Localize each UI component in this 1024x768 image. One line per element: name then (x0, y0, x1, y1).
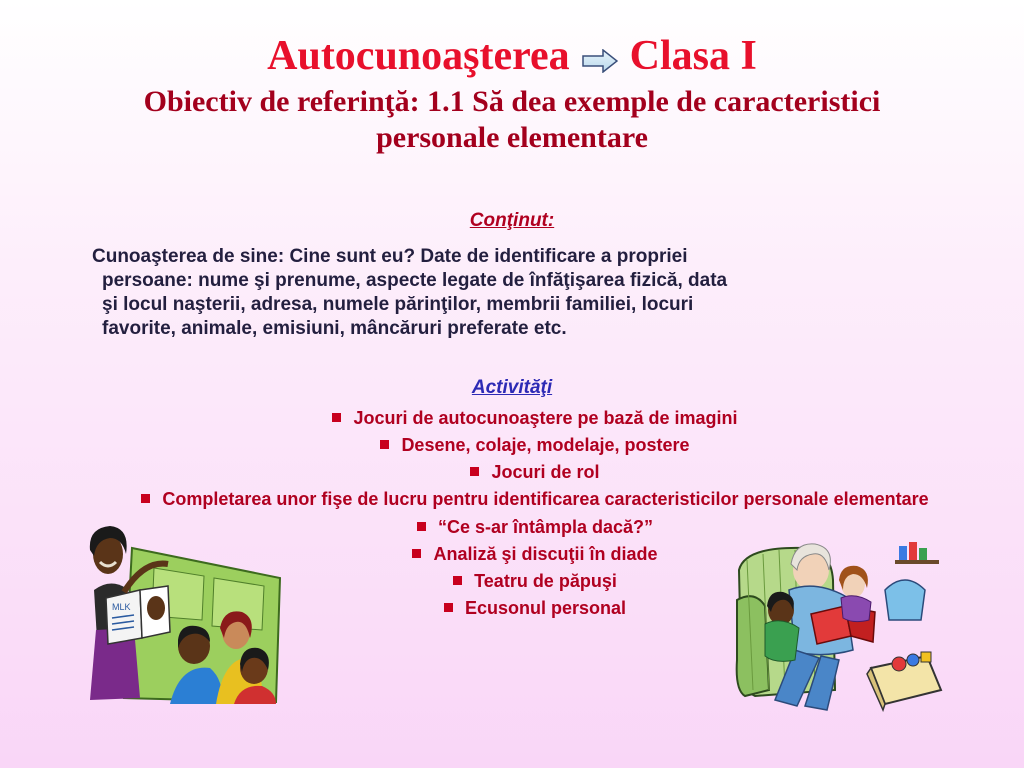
subtitle-line-1: Obiectiv de referinţă: 1.1 Să dea exemple de caracteristici (143, 85, 881, 118)
square-bullet-icon (332, 413, 341, 422)
content-paragraph (92, 245, 972, 341)
grandmother-reading-clipart (735, 540, 945, 717)
book-label: MLK (112, 602, 131, 612)
list-item: Jocuri de rol (110, 462, 960, 482)
list-item: Completarea unor fişe de lucru pentru identificarea caracteristicilor personale elementare (110, 489, 960, 510)
square-bullet-icon (412, 549, 421, 558)
subtitle-line-2: personale elementare (376, 121, 648, 154)
square-bullet-icon (380, 440, 389, 449)
list-item: Ecusonul personal (110, 598, 960, 618)
content-heading: Conţinut: (469, 210, 555, 231)
teacher-with-children-clipart (84, 520, 284, 710)
square-bullet-icon (444, 603, 453, 612)
square-bullet-icon (453, 576, 462, 585)
list-item: Jocuri de autocunoaştere pe bază de imagini (110, 408, 960, 428)
content-line-4: favorite, animale, emisiuni, mâncăruri preferate etc. (102, 318, 567, 339)
page-title (0, 30, 1024, 82)
list-item: Desene, colaje, modelaje, postere (110, 435, 960, 455)
square-bullet-icon (141, 494, 150, 503)
list-item: Analiză şi discuţii în diade (110, 544, 960, 564)
title-left: Autocunoaşterea (267, 33, 570, 79)
square-bullet-icon (470, 467, 479, 476)
title-right: Clasa I (629, 33, 757, 79)
list-item: “Ce s-ar întâmpla dacă?” (110, 517, 960, 537)
subtitle (0, 84, 1024, 156)
title-block (0, 30, 1024, 156)
content-line-2: persoane: nume şi prenume, aspecte legate de înfăţişarea fizică, data (102, 270, 728, 291)
list-item: Teatru de păpuşi (110, 571, 960, 591)
content-line-1: Cunoaşterea de sine: Cine sunt eu? Date de identificare a propriei (92, 246, 688, 267)
right-arrow-icon (582, 34, 618, 86)
content-line-3: şi locul naşterii, adresa, numele părinţilor, membrii familiei, locuri (102, 294, 694, 315)
square-bullet-icon (417, 522, 426, 531)
activities-heading: Activităţi (471, 377, 553, 398)
